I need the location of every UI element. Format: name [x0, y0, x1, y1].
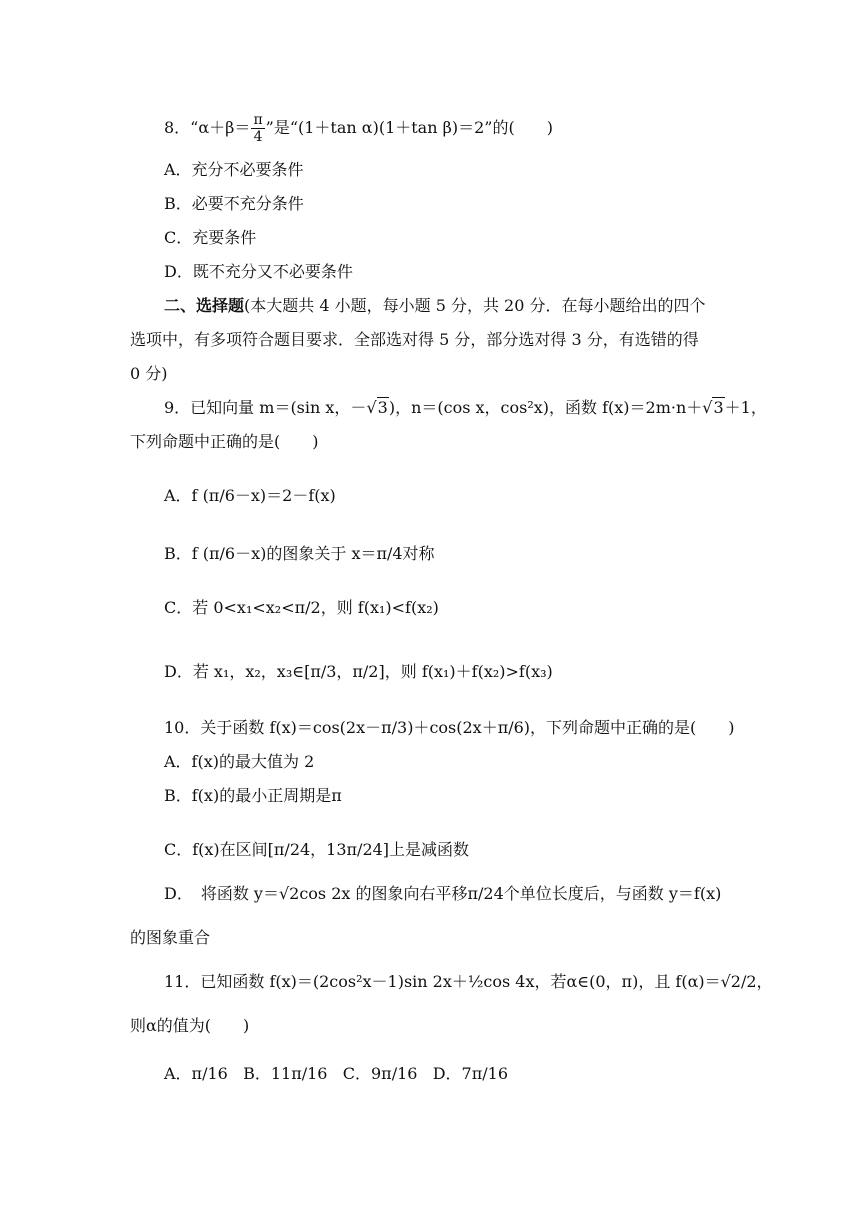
q9-stem-a: 9．已知向量 m＝(sin x，－ — [164, 398, 367, 417]
q8-option-c: C．充要条件 — [164, 228, 257, 247]
q10-option-a: A．f(x)的最大值为 2 — [164, 752, 315, 771]
q10-option-d-line1: D． 将函数 y＝√2cos 2x 的图象向右平移π/24个单位长度后，与函数 y＝f(x) — [164, 884, 722, 903]
q11-option-d: D．7π/16 — [432, 1064, 508, 1083]
q10-option-d-line2: 的图象重合 — [130, 928, 211, 947]
section2-desc-2: 选项中，有多项符合题目要求．全部选对得 5 分，部分选对得 3 分，有选错的得 — [130, 330, 699, 349]
q10-stem: 10．关于函数 f(x)＝cos(2x－π/3)＋cos(2x＋π/6)，下列命题中正确的是( ) — [164, 718, 735, 737]
q8-frac-den: 4 — [253, 129, 263, 145]
q8-cond-lhs: α＋β＝ — [198, 118, 251, 137]
q8-frac-num: π — [253, 112, 263, 128]
q9-option-a: A．f (π/6－x)＝2－f(x) — [164, 486, 336, 505]
q11-stem-line2: 则α的值为( ) — [130, 1016, 250, 1035]
q8-prefix: 8．“ — [164, 118, 199, 137]
q9-stem-line1 — [164, 398, 767, 418]
section2-header — [164, 296, 706, 316]
q8-option-d: D．既不充分又不必要条件 — [164, 262, 353, 281]
q11-stem-line1: 11．已知函数 f(x)＝(2cos²x－1)sin 2x＋½cos 4x，若α∈(0，π)，且 f(α)＝√2/2， — [164, 972, 773, 991]
q9-option-b: B．f (π/6－x)的图象关于 x＝π/4对称 — [164, 544, 435, 563]
section2-desc-1: (本大题共 4 小题，每小题 5 分，共 20 分．在每小题给出的四个 — [244, 296, 706, 315]
q11-option-a: A．π/16 — [164, 1064, 228, 1083]
q8-cond-rhs: ”是“(1＋tan α)(1＋tan β)＝2”的( ) — [265, 118, 553, 137]
q8-fraction — [251, 112, 264, 145]
q9-option-c: C．若 0<x₁<x₂<π/2，则 f(x₁)<f(x₂) — [164, 598, 439, 617]
q9-stem-b: )，n＝(cos x，cos²x)，函数 f(x)＝2m·n＋ — [388, 398, 703, 417]
q9-sqrt3-b: 3 — [713, 398, 724, 417]
sqrt-icon: √ — [702, 398, 713, 417]
section2-title: 二、选择题 — [164, 296, 245, 315]
q8-option-b: B．必要不充分条件 — [164, 194, 304, 213]
q10-option-c: C．f(x)在区间[π/24，13π/24]上是减函数 — [164, 840, 470, 859]
q11-option-b: B．11π/16 — [243, 1064, 328, 1083]
q11-options — [164, 1064, 508, 1084]
section2-desc-3: 0 分) — [130, 364, 168, 383]
sqrt-icon: √ — [366, 398, 377, 417]
q8-option-a: A．充分不必要条件 — [164, 160, 304, 179]
q11-option-c: C．9π/16 — [342, 1064, 418, 1083]
q10-option-b: B．f(x)的最小正周期是π — [164, 786, 342, 805]
q8-stem — [164, 112, 553, 145]
q9-stem-c: ＋1， — [724, 398, 767, 417]
q9-stem-line2: 下列命题中正确的是( ) — [130, 432, 319, 451]
q9-sqrt3: 3 — [377, 398, 388, 417]
q9-option-d: D．若 x₁，x₂，x₃∈[π/3，π/2]，则 f(x₁)＋f(x₂)>f(x₃) — [164, 662, 553, 681]
